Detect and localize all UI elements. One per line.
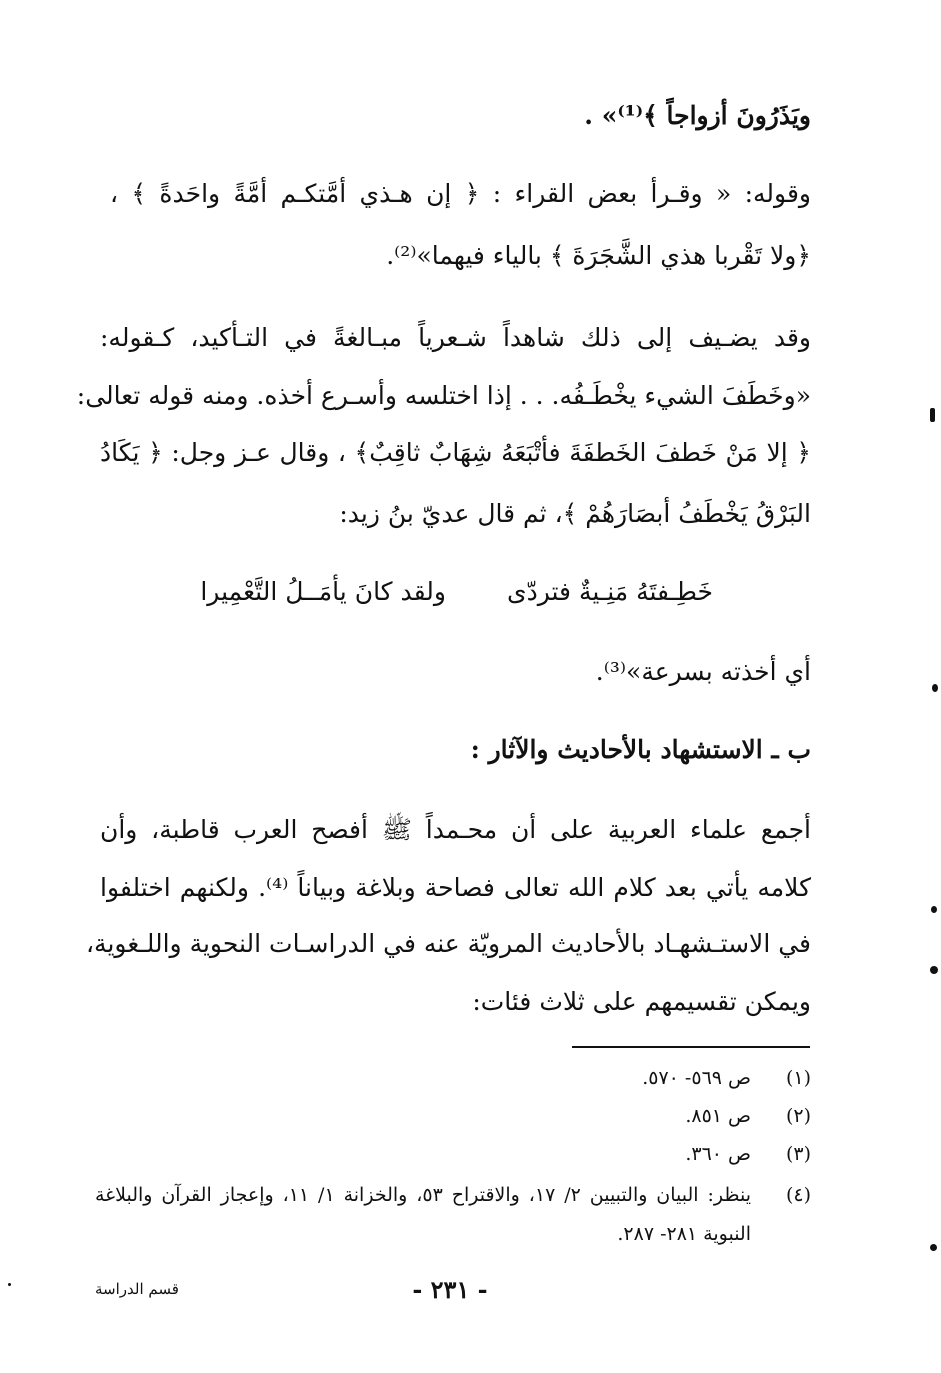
footnote-text: ص ٨٥١.	[685, 1105, 751, 1127]
footnote-separator	[572, 1046, 810, 1048]
scan-speck	[932, 684, 938, 692]
scan-speck	[930, 1244, 937, 1251]
footnote-text: ص ٥٦٩- ٥٧٠.	[642, 1067, 751, 1089]
footnote-number: (٣)	[785, 1143, 811, 1165]
footnote-number: (١)	[785, 1067, 811, 1089]
scan-speck	[8, 1283, 11, 1286]
footnote-number: (٤)	[785, 1184, 811, 1206]
paragraph-line-3: في الاستـشهـاد بالأحاديث المرويّة عنه في الدراسـات النحوية واللـغوية،	[85, 929, 811, 958]
scan-speck	[930, 408, 935, 422]
scan-speck	[931, 906, 937, 913]
footnote-number: (٢)	[785, 1105, 811, 1127]
page-number: - ٢٣١ -	[412, 1275, 488, 1304]
footnote-continuation: النبوية ٢٨١- ٢٨٧.	[617, 1223, 751, 1245]
text-line-8: أي أخذته بسرعة»⁽³⁾.	[595, 657, 811, 686]
paragraph-line-2: كلامه يأتي بعد كلام الله تعالى فصاحة وبلاغة وبياناً ⁽⁴⁾. ولكنهم اختلفوا	[100, 873, 811, 902]
paragraph-line-4: ويمكن تقسيمهم على ثلاث فئات:	[472, 987, 811, 1016]
text-line-2: وقوله: « وقـرأ بعض القراء : ﴿ إن هـذي أمَّتكـم أمَّةً واحَدةً ﴾ ،	[110, 179, 811, 208]
scan-speck	[930, 966, 938, 974]
text-line-3: ﴿ولا تَقْربا هذي الشَّجَرَةَ ﴾ بالياء فيهما»⁽²⁾.	[386, 241, 811, 270]
running-footer: قسم الدراسة	[95, 1280, 179, 1298]
footnote-text: ص ٣٦٠.	[685, 1143, 751, 1165]
verse-second-hemistich: ولقد كانَ يأمَــلُ التَّعْمِيرا	[200, 577, 446, 606]
section-heading: ب ـ الاستشهاد بالأحاديث والآثار :	[470, 735, 811, 764]
text-line-1: ويَذَرُونَ أزواجاً ﴾⁽¹⁾» .	[584, 101, 811, 130]
text-line-5: «وخَطَفَ الشيء يخْطَـفُه. . . إذا اختلسه وأسـرع أخذه. ومنه قوله تعالى:	[76, 381, 811, 410]
verse-first-hemistich: خَطِـفتَهُ مَنِـيةٌ فتردّى	[507, 577, 713, 606]
footnote-text: ينظر: البيان والتبيين ٢/ ١٧، والاقتراح ٥٣، والخزانة ١/ ١١، وإعجاز القرآن والبلاغة	[95, 1184, 751, 1206]
text-line-7: البَرْقُ يَخْطَفُ أبصَارَهُمْ ﴾، ثم قال عديّ بنُ زيد:	[339, 499, 811, 528]
text-line-6: ﴿ إلا مَنْ خَطفَ الخَطفَةَ فأتْبَعَهُ شِهَابٌ ثاقِبٌ﴾ ، وقال عـز وجل: ﴿ يَكَادُ	[100, 438, 811, 467]
text-line-4: وقد يضـيف إلى ذلك شاهداً شـعرياً مبـالغةً في التـأكيد، كـقوله:	[100, 323, 811, 352]
paragraph-line-1: أجمع علماء العربية على أن محـمداً ﷺ أفصح العرب قاطبة، وأن	[100, 815, 811, 844]
